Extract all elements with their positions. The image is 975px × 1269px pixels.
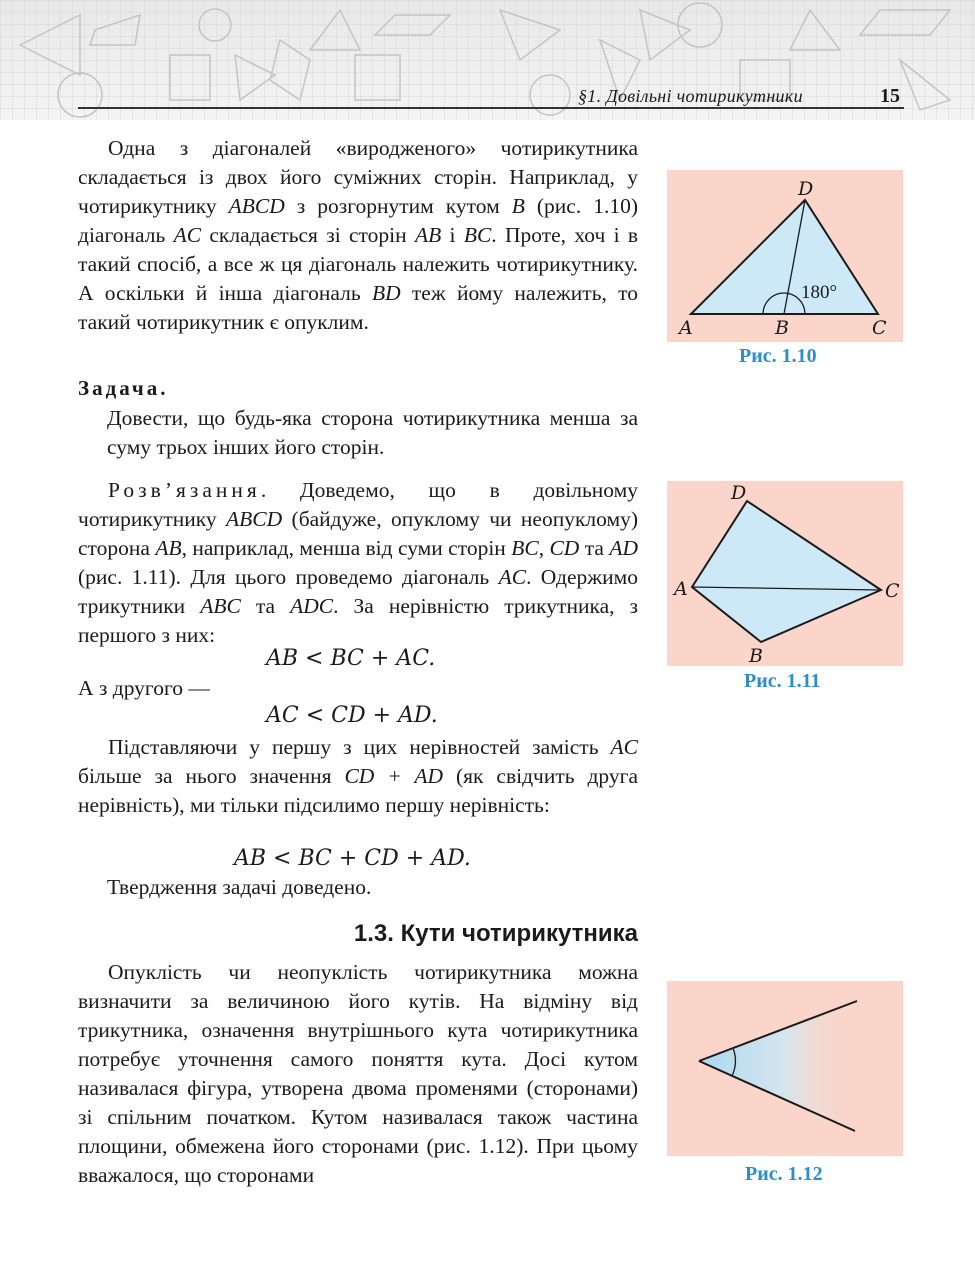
figure-1-10 <box>667 170 903 342</box>
label-a: A <box>674 578 688 600</box>
section-body <box>78 958 638 1190</box>
caption-1-12: Рис. 1.12 <box>745 1163 823 1185</box>
paragraph-degenerate: Одна з діагоналей «виродженого» чотирикутника складається із двох його суміжних сторін. Наприклад, у чотирикутнику ABCD з розгорнутим кутом B (рис. 1.10) діагональ AC складається зі сторін AB і BC. Проте, хоч і в такий спосіб, а все ж ця діагональ належить чотирикутнику. А оскільки й інша діагональ BD теж йому належить, то такий чотирикутник є опуклим. <box>78 136 638 334</box>
solution-paragraph: Розв’язання. Доведемо, що в довільному чотирикутнику ABCD (байдуже, опуклому чи неопуклому) сторона AB, наприклад, менша від суми сторін BC, CD та AD (рис. 1.11). Для цього проведемо діагональ AC. Одержимо трикутники ABC та ADC. За нерівністю трикутника, з першого з них: <box>78 478 639 647</box>
solution-block <box>78 476 638 650</box>
page-header <box>0 0 975 120</box>
task-statement: Довести, що будь-яка сторона чотирикутника менша за суму трьох інших його сторін. <box>107 406 638 459</box>
task-heading: Задача. <box>78 376 169 400</box>
figure-1-10-diagram <box>667 170 903 342</box>
page-number: 15 <box>880 85 900 107</box>
section-heading: 1.3. Кути чотирикутника <box>353 920 638 947</box>
conclusion-text: Твердження задачі доведено. <box>107 875 372 899</box>
caption-1-10: Рис. 1.10 <box>739 345 817 367</box>
figure-1-11 <box>667 481 903 666</box>
figure-1-12 <box>667 981 903 1156</box>
formula-1: AB < BC + AC. <box>266 646 436 671</box>
label-b: B <box>749 645 763 666</box>
label-a: A <box>679 317 693 339</box>
label-b: B <box>775 317 789 339</box>
angle-label: 180° <box>801 282 838 303</box>
figure-1-11-diagram <box>667 481 903 666</box>
triangle-abdc <box>691 200 878 314</box>
from-second-text: А з другого — <box>78 676 210 700</box>
label-c: C <box>872 317 887 339</box>
running-title: §1. Довільні чотирикутники <box>578 86 803 106</box>
header-grid-decoration <box>0 0 975 120</box>
label-d: D <box>798 178 814 200</box>
substitution-paragraph: Підставляючи у першу з цих нерівностей замість AC більше за нього значення CD + AD (як свідчить друга нерівність), ми тільки підсилимо першу нерівність: <box>78 735 638 817</box>
substitution-block <box>78 733 638 820</box>
formula-3: AB < BC + CD + AD. <box>234 846 471 871</box>
caption-1-11: Рис. 1.11 <box>744 670 821 692</box>
paragraph-intro <box>78 134 638 337</box>
section-paragraph: Опуклість чи неопуклість чотирикутника можна визначити за величиною його кутів. На відміну від трикутника, означення внутрішнього кута чотирикутника потребує уточнення самого поняття кута. Досі кутом називалася фігура, утворена двома променями (сторонами) зі спільним початком. Кутом називалася також частина площини, обмежена його сторонами (рис. 1.12). При цьому вважалося, що сторонами <box>78 960 638 1187</box>
formula-2: AC < CD + AD. <box>266 703 438 728</box>
figure-1-12-diagram <box>667 981 903 1156</box>
angle-region <box>699 1001 857 1131</box>
label-c: C <box>885 580 900 602</box>
quadrilateral-abcd <box>692 501 881 642</box>
label-d: D <box>731 482 747 504</box>
